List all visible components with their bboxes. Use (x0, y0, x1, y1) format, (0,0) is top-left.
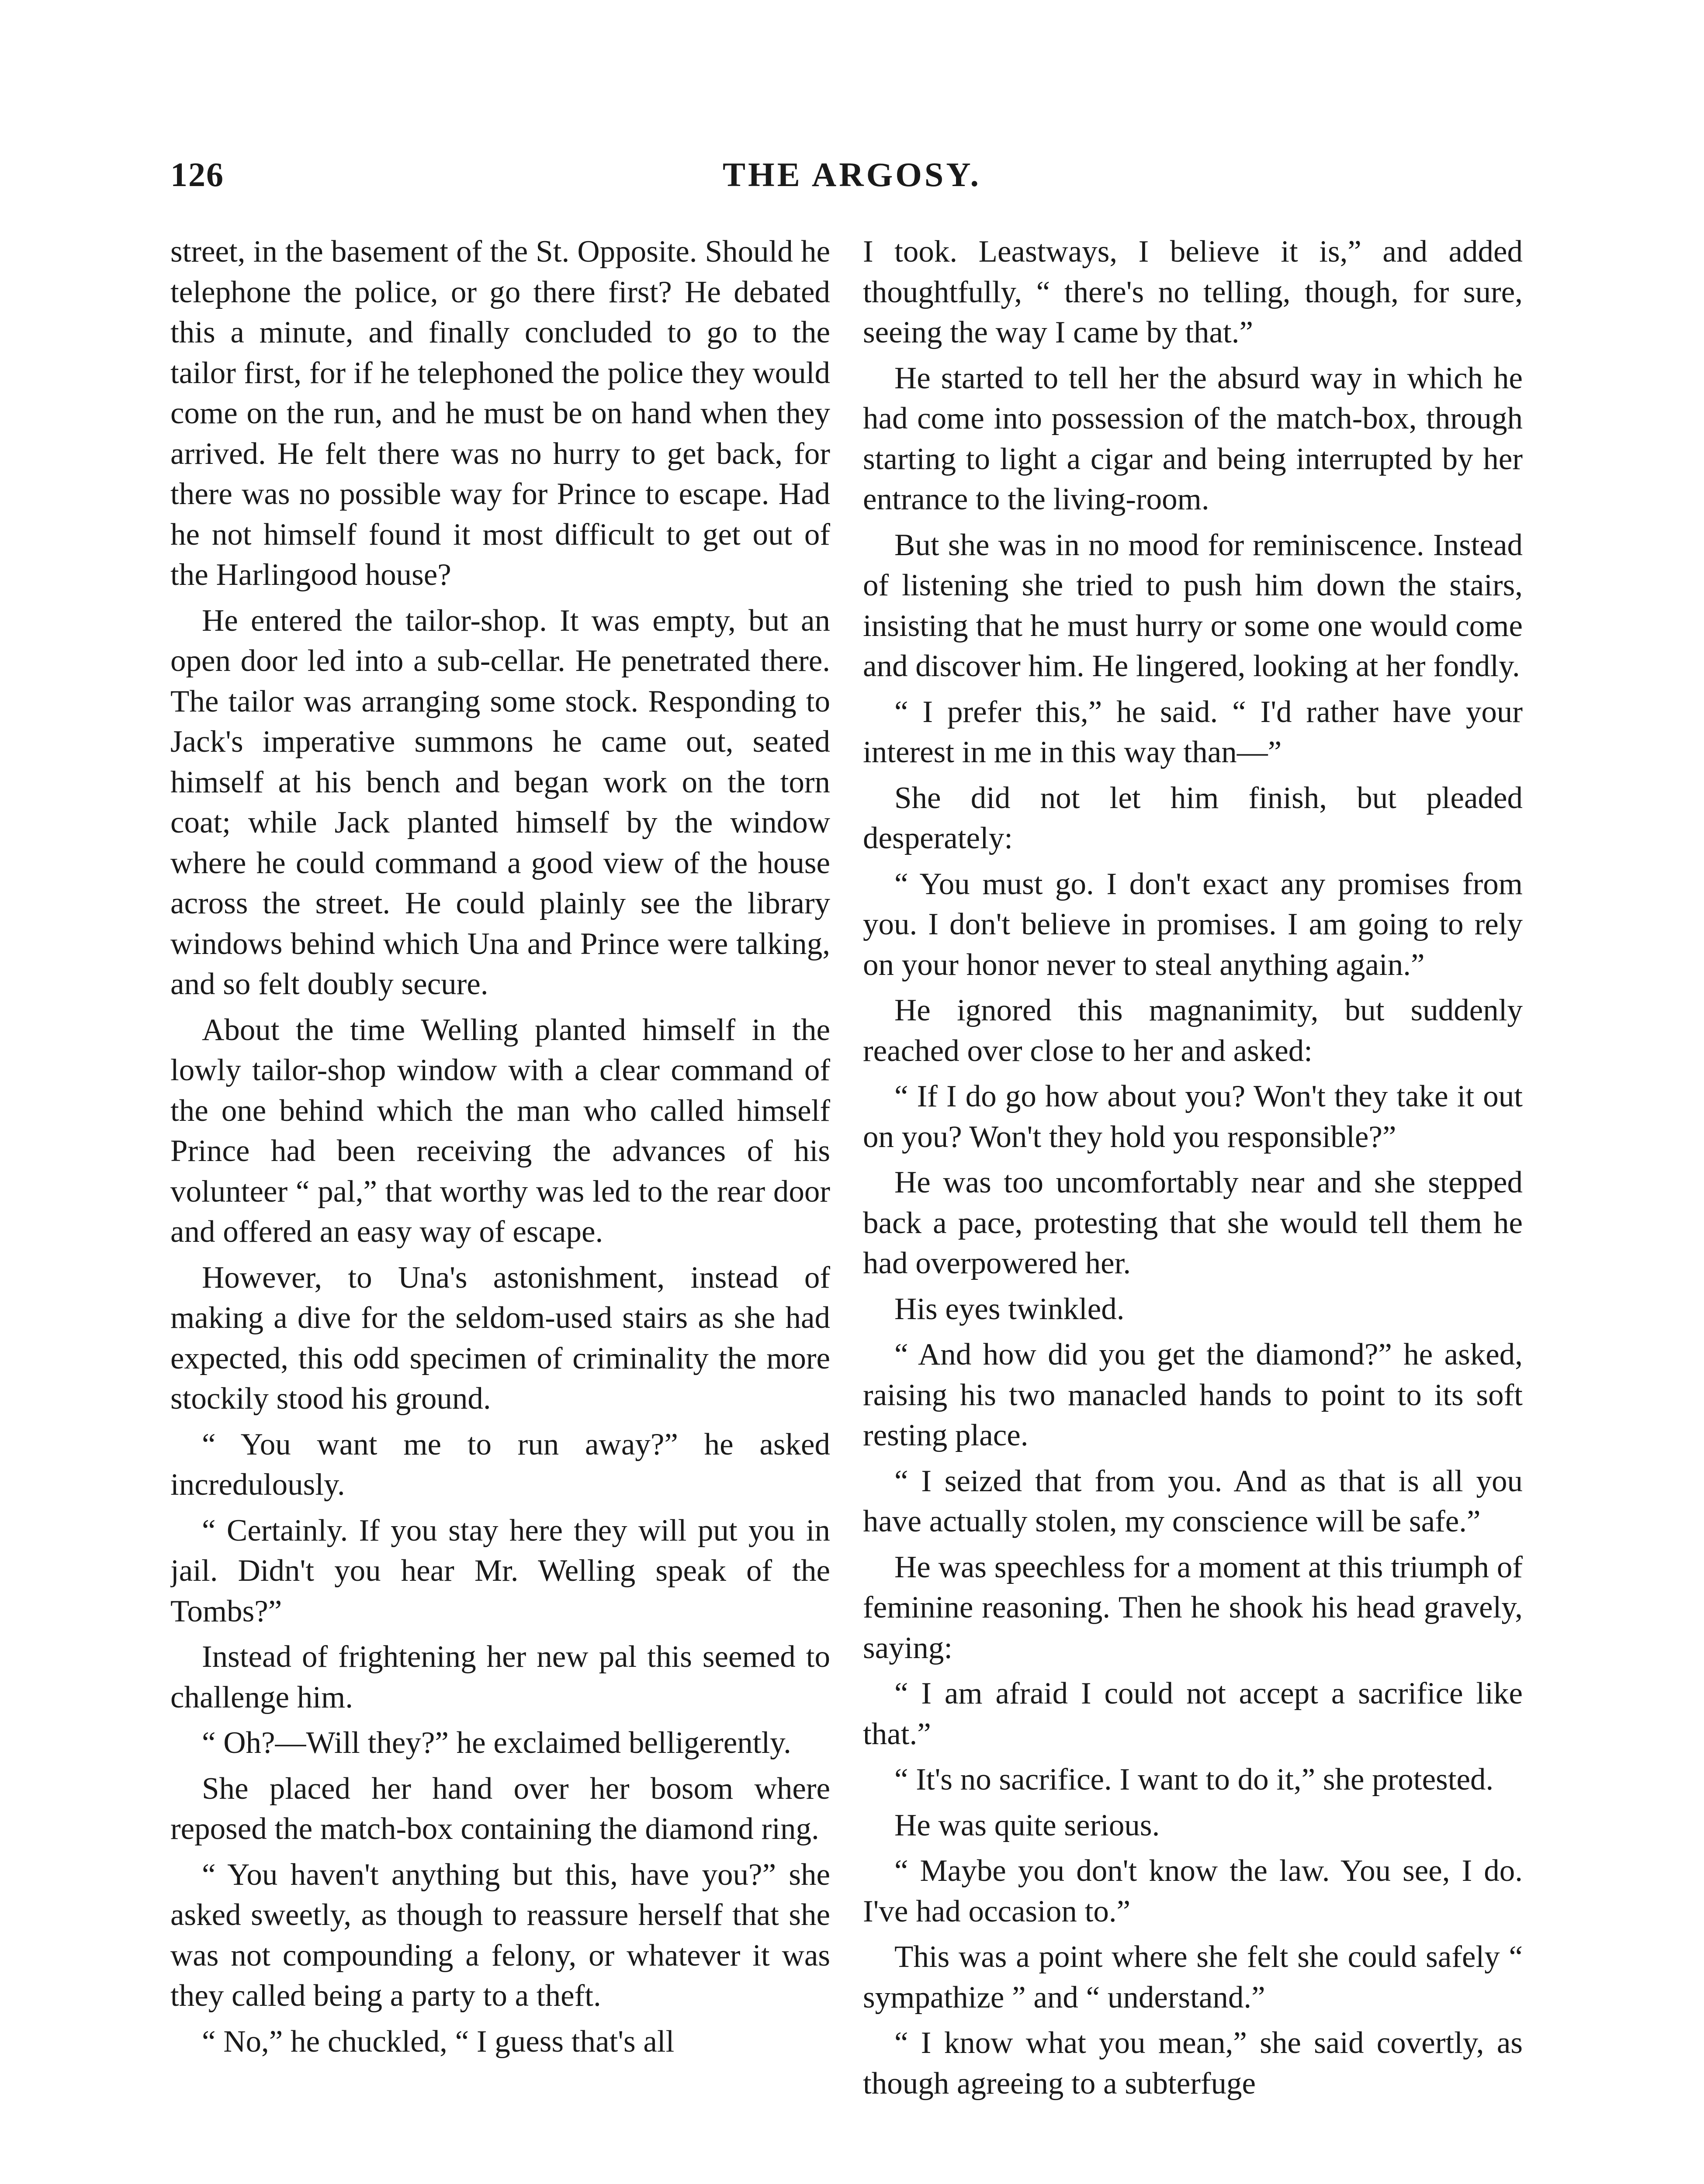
paragraph: “ It's no sacrifice. I want to do it,” she protested. (894, 1762, 1494, 1797)
running-title: THE ARGOSY. (723, 156, 981, 194)
paragraph: “ And how did you get the diamond?” he asked, raising his two manacled hands to point to its soft resting place. (863, 1337, 1523, 1452)
page-header (170, 155, 1534, 207)
paragraph: He was speechless for a moment at this triumph of feminine reasoning. Then he shook his head gravely, saying: (863, 1550, 1523, 1665)
paragraph: “ I prefer this,” he said. “ I'd rather have your interest in me in this way than—” (863, 695, 1523, 769)
paragraph: He entered the tailor-shop. It was empty, but an open door led into a sub-cellar. He penetrated there. The tailor was arranging some stock. Responding to Jack's imperative summons he came out, seated himself at his bench and began work on the torn coat; while Jack planted himself by the window where he could command a good view of the house across the street. He could plainly see the library windows behind which Una and Prince were talking, and so felt doubly secure. (170, 603, 830, 1001)
paragraph: She did not let him finish, but pleaded desperately: (863, 781, 1523, 855)
paragraph: “ No,” he chuckled, “ I guess that's all (202, 2024, 675, 2059)
paragraph: “ You want me to run away?” he asked incredulously. (170, 1427, 830, 1502)
paragraph: This was a point where she felt she could safely “ sympathize ” and “ understand.” (863, 1940, 1523, 2015)
paragraph: “ If I do go how about you? Won't they take it out on you? Won't they hold you responsible?” (863, 1079, 1523, 1154)
paragraph: “ You must go. I don't exact any promises from you. I don't believe in promises. I am going to rely on your honor never to steal anything again.” (863, 867, 1523, 982)
paragraph: He was too uncomfortably near and she stepped back a pace, protesting that she would tell them he had overpowered her. (863, 1165, 1523, 1280)
paragraph: However, to Una's astonishment, instead of making a dive for the seldom-used stairs as she had expected, this odd specimen of criminality the more stockily stood his ground. (170, 1260, 830, 1416)
paragraph: street, in the basement of the St. Opposite. Should he telephone the police, or go there first? He debated this a minute, and finally concluded to go to the tailor first, for if he telephoned the police they would come on the run, and he must be on hand when they arrived. He felt there was no hurry to get back, for there was no possible way for Prince to escape. Had he not himself found it most difficult to get out of the Harlingood house? (170, 235, 830, 592)
paragraph: “ I know what you mean,” she said covertly, as though agreeing to a subterfuge (863, 2026, 1523, 2101)
paragraph: “ I am afraid I could not accept a sacrifice like that.” (863, 1676, 1523, 1751)
paragraph: “ Oh?—Will they?” he exclaimed belligerently. (202, 1726, 791, 1760)
paragraph: His eyes twinkled. (894, 1292, 1125, 1326)
left-column (170, 232, 830, 2184)
paragraph: “ You haven't anything but this, have you?” she asked sweetly, as though to reassure herself that she was not compounding a felony, or whatever it was they called being a party to a theft. (170, 1857, 830, 2013)
right-column (863, 232, 1523, 2184)
paragraph: “ Certainly. If you stay here they will put you in jail. Didn't you hear Mr. Welling speak of the Tombs?” (170, 1513, 830, 1628)
paragraph: But she was in no mood for reminiscence. Instead of listening she tried to push him down the stairs, insisting that he must hurry or some one would come and discover him. He lingered, looking at her fondly. (863, 528, 1523, 683)
paragraph: I took. Leastways, I believe it is,” and added thoughtfully, “ there's no telling, though, for sure, seeing the way I came by that.” (863, 235, 1523, 349)
paragraph: Instead of frightening her new pal this seemed to challenge him. (170, 1640, 830, 1714)
page-number: 126 (170, 156, 224, 194)
paragraph: About the time Welling planted himself in the lowly tailor-shop window with a clear command of the one behind which the man who called himself Prince had been receiving the advances of his volunteer “ pal,” that worthy was led to the rear door and offered an easy way of escape. (170, 1013, 830, 1249)
paragraph: He started to tell her the absurd way in which he had come into possession of the match-box, through starting to light a cigar and being interrupted by her entrance to the living-room. (863, 361, 1523, 516)
paragraph: She placed her hand over her bosom where reposed the match-box containing the diamond ring. (170, 1771, 830, 1846)
paragraph: “ I seized that from you. And as that is all you have actually stolen, my conscience will be safe.” (863, 1464, 1523, 1538)
paragraph: He was quite serious. (894, 1808, 1160, 1842)
paragraph: He ignored this magnanimity, but suddenly reached over close to her and asked: (863, 993, 1523, 1068)
paragraph: “ Maybe you don't know the law. You see, I do. I've had occasion to.” (863, 1854, 1523, 1928)
